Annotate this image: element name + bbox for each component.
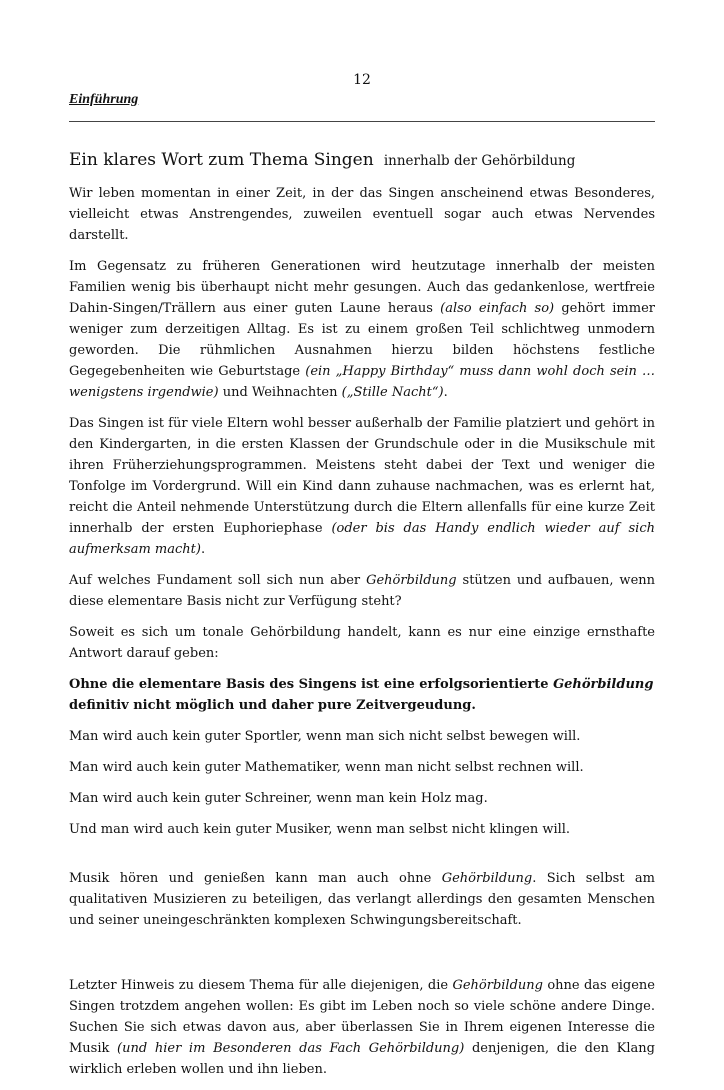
paragraph-5: Soweit es sich um tonale Gehörbildung handelt, kann es nur eine einzige ernsthafte Antwort darauf geben: bbox=[69, 625, 655, 661]
section-title-sub: innerhalb der Gehörbildung bbox=[383, 153, 576, 169]
paragraph-4: Auf welches Fundament soll sich nun aber Gehörbildung stützen und aufbauen, wenn diese elementare Basis nicht zur Verfügung steht? bbox=[69, 573, 656, 609]
running-head: Einführung bbox=[69, 92, 139, 107]
paragraph-2: Im Gegensatz zu früheren Generationen wird heutzutage innerhalb der meisten Familien wenig bis überhaupt nicht mehr gesungen. Auch das gedankenlose, wertfreie Dahin-Singen/Trällern aus einer guten Laune heraus (also einfach so) gehört immer weniger zum derzeitigen Alltag. Es ist zu einem großen Teil schlichtweg unmodern geworden. Die rühmlichen Ausnahmen hierzu bilden höchstens festliche Gegegebenheiten wie Geburtstage (ein „Happy Birthday“ muss dann wohl doch sein … wenigstens irgendwie) und Weihnachten („Stille Nacht“). bbox=[69, 259, 655, 400]
paragraph-3: Das Singen ist für viele Eltern wohl besser außerhalb der Familie platziert und gehört in den Kindergarten, in die ersten Klassen der Grundschule oder in die Musikschule mit ihren Früherziehungsprogrammen. Meistens steht dabei der Text und weniger die Tonfolge im Vordergrund. Will ein Kind dann zuhause nachmachen, was es erlernt hat, reicht die Anteil nehmende Unterstützung durch die Eltern allenfalls für eine kurze Zeit innerhalb der ersten Euphoriephase (oder bis das Handy endlich wieder auf sich aufmerksam macht). bbox=[69, 416, 655, 557]
paragraph-1: Wir leben momentan in einer Zeit, in der das Singen anscheinend etwas Besonderes, vielleicht etwas Anstrengendes, zuweilen eventuell sogar auch etwas Nervendes darstellt. bbox=[69, 186, 655, 243]
italic-aside: („Stille Nacht“) bbox=[341, 385, 444, 400]
body-text bbox=[69, 142, 655, 1090]
section-title-main: Ein klares Wort zum Thema Singen bbox=[69, 150, 374, 170]
italic-term: Gehörbildung bbox=[452, 978, 543, 993]
italic-aside: (ein „Happy Birthday“ muss dann wohl doch sein … wenigstens irgendwie) bbox=[69, 364, 655, 400]
paragraph-final-note: Letzter Hinweis zu diesem Thema für alle diejenigen, die Gehörbildung ohne das eigene Singen trotzdem angehen wollen: Es gibt im Leben noch so viele schöne andere Dinge. Suchen Sie sich etwas davon aus, aber überlassen Sie in Ihrem eigenen Interesse die Musik (und hier im Besonderen das Fach Gehörbildung) denjenigen, die den Klang wirklich erleben wollen und ihn lieben. bbox=[69, 978, 655, 1077]
italic-aside: (also einfach so) bbox=[440, 301, 555, 316]
italic-aside: (und hier im Besonderen das Fach Gehörbildung) bbox=[117, 1041, 465, 1056]
analogy-line-2: Man wird auch kein guter Mathematiker, wenn man nicht selbst rechnen will. bbox=[69, 760, 584, 775]
italic-aside: (oder bis das Handy endlich wieder auf sich aufmerksam macht) bbox=[69, 521, 655, 557]
analogy-line-4: Und man wird auch kein guter Musiker, wenn man selbst nicht klingen will. bbox=[69, 822, 571, 837]
header-rule bbox=[69, 121, 655, 122]
analogy-line-3: Man wird auch kein guter Schreiner, wenn man kein Holz mag. bbox=[69, 791, 488, 806]
italic-term: Gehörbildung bbox=[553, 677, 654, 692]
analogy-line-1: Man wird auch kein guter Sportler, wenn man sich nicht selbst bewegen will. bbox=[69, 729, 581, 744]
paragraph-music: Musik hören und genießen kann man auch ohne Gehörbildung. Sich selbst am qualitativen Musizieren zu beteiligen, das verlangt allerdings den gesamten Menschen und seiner uneingeschränkten komplexen Schwingungsbereitschaft. bbox=[69, 871, 655, 928]
page-number: 12 bbox=[353, 72, 371, 88]
key-statement: Ohne die elementare Basis des Singens ist eine erfolgsorientierte Gehörbildung definitiv nicht möglich und daher pure Zeitvergeudung. bbox=[69, 677, 654, 713]
italic-term: Gehörbildung bbox=[366, 573, 457, 588]
section-title bbox=[69, 142, 655, 173]
italic-term: Gehörbildung bbox=[441, 871, 533, 886]
